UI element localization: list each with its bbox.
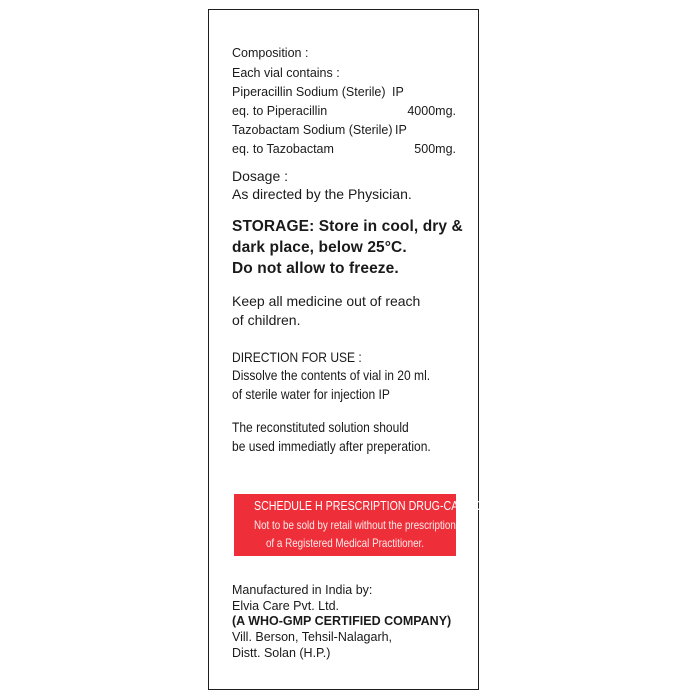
- storage-line-1: STORAGE: Store in cool, dry &: [232, 218, 463, 235]
- caution-line-2: of a Registered Medical Practitioner.: [265, 536, 425, 550]
- piperacillin-qty: 4000mg.: [407, 104, 456, 118]
- direction-line-2: of sterile water for injection IP: [232, 386, 390, 402]
- schedule-h-caution-box: [234, 494, 492, 556]
- direction-line-1: Dissolve the contents of vial in 20 ml.: [232, 367, 431, 383]
- tazobactam-name: Tazobactam Sodium (Sterile): [232, 123, 393, 137]
- dosage-text: As directed by the Physician.: [232, 186, 412, 202]
- composition-heading: Composition :: [232, 46, 309, 60]
- direction-heading: DIRECTION FOR USE :: [232, 349, 362, 365]
- medicine-label-card: [208, 9, 492, 690]
- keep-away-line-2: of children.: [232, 312, 301, 328]
- tazobactam-qty: 500mg.: [414, 142, 456, 156]
- caution-line-1: Not to be sold by retail without the prescription: [253, 518, 456, 532]
- address-line-1: Vill. Berson, Tehsil-Nalagarh,: [232, 630, 393, 644]
- keep-away-line-1: Keep all medicine out of reach: [232, 293, 421, 309]
- each-vial-text: Each vial contains :: [232, 66, 340, 80]
- piperacillin-eq: eq. to Piperacillin: [232, 104, 328, 118]
- dosage-heading: Dosage :: [232, 168, 289, 184]
- tazobactam-eq: eq. to Tazobactam: [232, 142, 334, 156]
- company-name: Elvia Care Pvt. Ltd.: [232, 599, 339, 613]
- who-gmp-certification: (A WHO-GMP CERTIFIED COMPANY): [232, 614, 452, 628]
- address-line-2: Distt. Solan (H.P.): [232, 646, 331, 660]
- storage-line-2: dark place, below 25°C.: [232, 239, 407, 256]
- reconstituted-line-2: be used immediatly after preperation.: [232, 438, 431, 454]
- reconstituted-line-1: The reconstituted solution should: [232, 419, 409, 435]
- manufactured-in-text: Manufactured in India by:: [232, 583, 373, 597]
- storage-line-3: Do not allow to freeze.: [232, 260, 399, 277]
- caution-title: SCHEDULE H PRESCRIPTION DRUG-CAUTION: [253, 498, 492, 513]
- tazobactam-grade: IP: [395, 123, 407, 137]
- piperacillin-name: Piperacillin Sodium (Sterile): [232, 85, 386, 99]
- piperacillin-grade: IP: [392, 85, 404, 99]
